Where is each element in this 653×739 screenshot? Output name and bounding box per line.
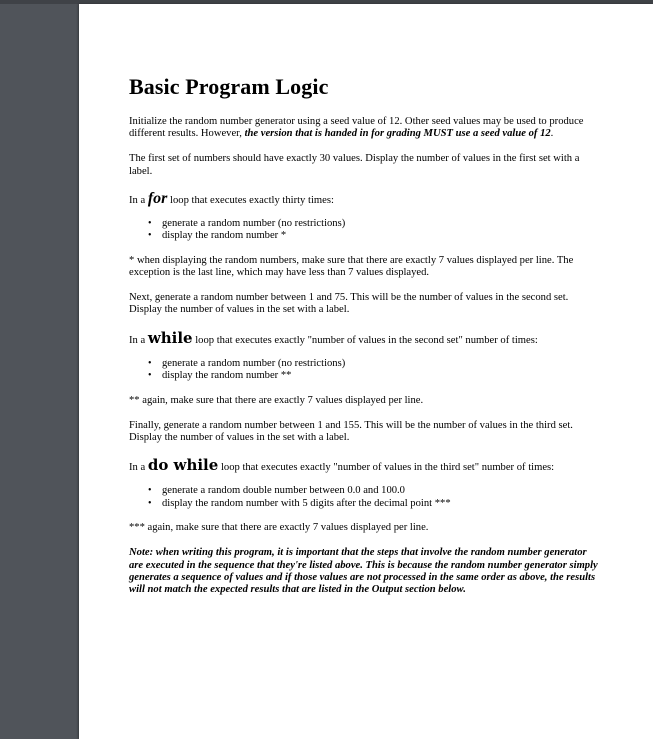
for-loop-suffix: loop that executes exactly thirty times: — [167, 194, 334, 206]
while-loop-prefix: In a — [129, 334, 148, 346]
document-page — [79, 4, 653, 739]
paragraph-third-set: Finally, generate a random number between 1 and 155. This will be the number of values in the third set. Display the number of values in the set with a label. — [129, 419, 573, 444]
paragraph-sequence-note: Note: when writing this program, it is important that the steps that involve the random number generator are executed in the sequence that they're listed above. This is because the random number generator simply generates a sequence of values and if those values are not processed in the same order as above, the results will not match the expected results that are listed in the Output section below. — [129, 547, 598, 596]
do-while-loop-prefix: In a — [129, 462, 148, 474]
document-content — [129, 74, 603, 609]
while-loop-line — [129, 330, 603, 349]
list-item: • display the random number ** — [162, 370, 603, 383]
while-loop-suffix: loop that executes exactly "number of values in the second set" number of times: — [192, 334, 538, 346]
do-while-loop-line — [129, 457, 603, 476]
paragraph-seed — [129, 116, 603, 140]
page-title: Basic Program Logic — [129, 74, 329, 99]
for-keyword: for — [147, 189, 168, 207]
while-keyword: while — [147, 328, 193, 347]
list-item: • generate a random double number between 0.0 and 100.0 — [162, 485, 603, 498]
do-while-keyword: do while — [147, 456, 219, 475]
for-loop-prefix: In a — [129, 194, 148, 206]
list-item: • generate a random number (no restrictions) — [162, 358, 603, 371]
do-while-loop-steps — [129, 485, 603, 510]
paragraph-seed-text: Initialize the random number generator using a seed value of 12. Other seed values may be used to produce different results. However, — [129, 116, 584, 140]
for-loop-line — [129, 191, 603, 209]
paragraph-seed-emphasis: the version that is handed in for grading MUST use a seed value of 12 — [244, 128, 551, 140]
paragraph-display-note-3: *** again, make sure that there are exactly 7 values displayed per line. — [129, 522, 429, 534]
paragraph-first-set: The first set of numbers should have exactly 30 values. Display the number of values in the first set with a label. — [129, 153, 580, 177]
paragraph-display-note-1: * when displaying the random numbers, make sure that there are exactly 7 values displayed per line. The exception is the last line, which may have less than 7 values displayed. — [129, 254, 574, 279]
list-item: • generate a random number (no restrictions) — [162, 218, 603, 231]
for-loop-steps — [129, 218, 603, 243]
while-loop-steps — [129, 358, 603, 383]
do-while-loop-suffix: loop that executes exactly "number of values in the third set" number of times: — [218, 462, 555, 474]
paragraph-second-set: Next, generate a random number between 1 and 75. This will be the number of values in the second set. Display the number of values in the set with a label. — [129, 292, 569, 316]
list-item: • display the random number with 5 digits after the decimal point *** — [162, 498, 603, 511]
list-item: • display the random number * — [162, 230, 603, 243]
paragraph-seed-end: . — [550, 128, 554, 140]
paragraph-display-note-2: ** again, make sure that there are exactly 7 values displayed per line. — [129, 394, 424, 406]
